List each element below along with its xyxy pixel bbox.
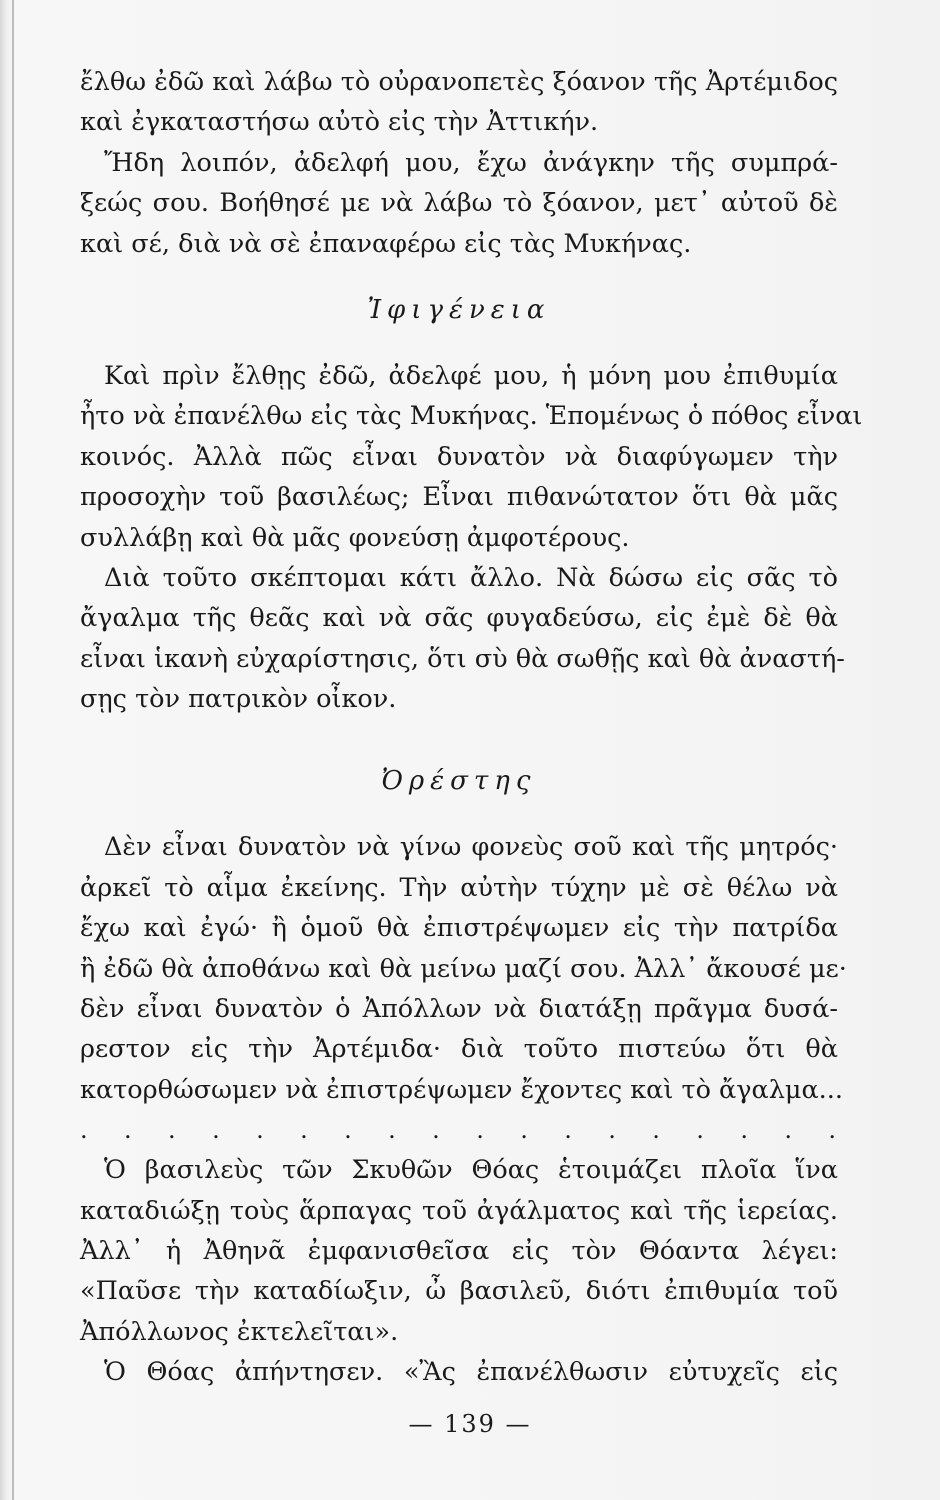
text-line: καταδιώξῃ τοὺς ἅρπαγας τοῦ ἀγάλματος καὶ τῆς ἱερείας. (80, 1195, 838, 1226)
speaker-heading-orestes: Ὀρέστης (381, 766, 537, 797)
text-line: ἔλθω ἐδῶ καὶ λάβω τὸ οὐρανοπετὲς ξόανον τῆς Ἀρτέμιδος (80, 67, 838, 97)
text-line: καὶ σέ, διὰ νὰ σὲ ἐπαναφέρω εἰς τὰς Μυκήνας. (80, 228, 692, 259)
text-line: κατορθώσωμεν νὰ ἐπιστρέψωμεν ἔχοντες καὶ τὸ ἄγαλμα... (80, 1074, 843, 1105)
text-line: δὲν εἶναι δυνατὸν ὁ Ἀπόλλων νὰ διατάξῃ πρᾶγμα δυσά- (80, 994, 838, 1025)
text-line: προσοχὴν τοῦ βασιλέως; Εἶναι πιθανώτατον ὅτι θὰ μᾶς (80, 482, 838, 513)
text-line: Καὶ πρὶν ἔλθῃς ἐδῶ, ἀδελφέ μου, ἡ μόνη μου ἐπιθυμία (104, 360, 838, 391)
ellipsis-separator: . . . . . . . . . . . . . . . . . . (80, 1116, 838, 1145)
text-line: Ἤδη λοιπόν, ἀδελφή μου, ἔχω ἀνάγκην τῆς συμπρά- (104, 147, 838, 178)
text-line: ἔχω καὶ ἐγώ· ἢ ὁμοῦ θὰ ἐπιστρέψωμεν εἰς τὴν πατρίδα (80, 913, 838, 944)
speaker-heading-iphigenia: Ἰφιγένεια (367, 294, 551, 325)
text-line: εἶναι ἱκανὴ εὐχαρίστησις, ὅτι σὺ θὰ σωθῇς καὶ θὰ ἀναστή- (80, 643, 845, 674)
text-line: Ἀλλ᾽ ἡ Ἀθηνᾶ ἐμφανισθεῖσα εἰς τὸν Θόαντα λέγει: (80, 1235, 838, 1266)
text-line: σῃς τὸν πατρικὸν οἶκον. (80, 684, 397, 715)
text-line: Δὲν εἶναι δυνατὸν νὰ γίνω φονεὺς σοῦ καὶ τῆς μητρός· (104, 832, 838, 863)
text-line: ξεώς σου. Βοήθησέ με νὰ λάβω τὸ ξόανον, μετ᾽ αὐτοῦ δὲ (80, 188, 838, 219)
page-text-block (80, 62, 863, 1393)
text-line: Ἀπόλλωνος ἐκτελεῖται». (80, 1316, 399, 1347)
text-line: ἀρκεῖ τὸ αἷμα ἐκείνης. Τὴν αὐτὴν τύχην μὲ σὲ θέλω νὰ (80, 872, 838, 903)
text-line: ἦτο νὰ ἐπανέλθω εἰς τὰς Μυκήνας. Ἑπομένως ὁ πόθος εἶναι (80, 401, 863, 432)
text-line: κοινός. Ἀλλὰ πῶς εἶναι δυνατὸν νὰ διαφύγωμεν τὴν (80, 441, 838, 472)
text-line: ἄγαλμα τῆς θεᾶς καὶ νὰ σᾶς φυγαδεύσω, εἰς ἐμὲ δὲ θὰ (80, 603, 838, 634)
text-line: ἢ ἐδῶ θὰ ἀποθάνω καὶ θὰ μείνω μαζί σου. Ἀλλ᾽ ἄκουσέ με· (80, 953, 847, 984)
text-line: «Παῦσε τὴν καταδίωξιν, ὦ βασιλεῦ, διότι ἐπιθυμία τοῦ (80, 1276, 838, 1307)
text-line: Ὁ βασιλεὺς τῶν Σκυθῶν Θόας ἑτοιμάζει πλοῖα ἵνα (104, 1155, 838, 1186)
text-line: συλλάβῃ καὶ θὰ μᾶς φονεύσῃ ἀμφοτέρους. (80, 522, 630, 553)
text-line: καὶ ἐγκαταστήσω αὐτὸ εἰς τὴν Ἀττικήν. (80, 107, 599, 138)
page-number: — 139 — (408, 1410, 532, 1438)
text-line: Ὁ Θόας ἀπήντησεν. «Ἂς ἐπανέλθωσιν εὐτυχεῖς εἰς (104, 1357, 838, 1388)
text-line: Διὰ τοῦτο σκέπτομαι κάτι ἄλλο. Νὰ δώσω εἰς σᾶς τὸ (104, 562, 838, 593)
text-line: ρεστον εἰς τὴν Ἀρτέμιδα· διὰ τοῦτο πιστεύω ὅτι θὰ (80, 1034, 838, 1065)
page-binding-edge (12, 0, 14, 1500)
